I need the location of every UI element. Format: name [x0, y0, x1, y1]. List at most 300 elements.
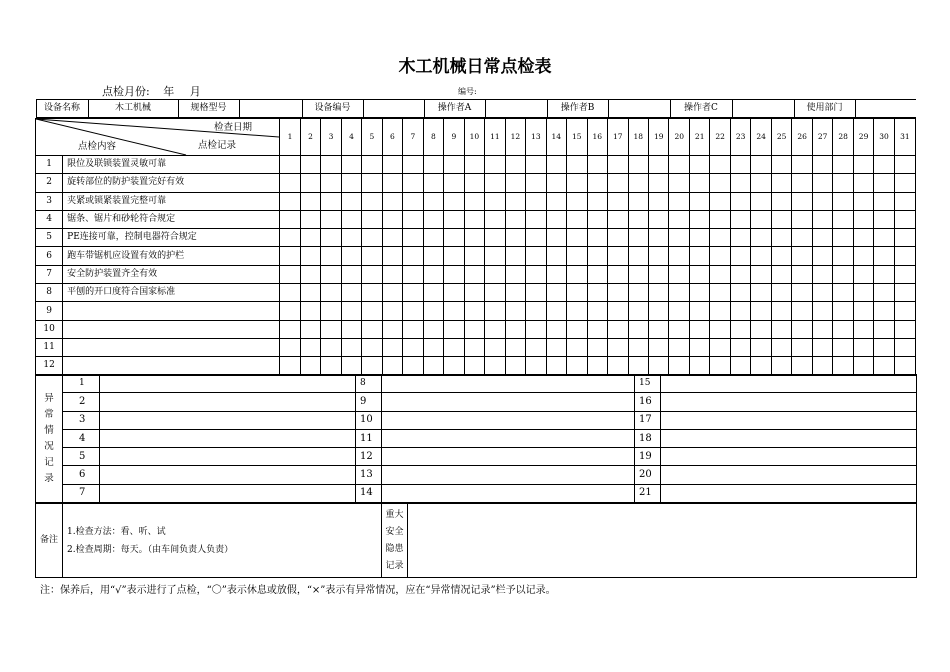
check-cell[interactable] [669, 229, 689, 247]
check-cell[interactable] [812, 357, 832, 375]
check-cell[interactable] [853, 338, 873, 356]
check-cell[interactable] [403, 192, 423, 210]
abnormal-record-cell[interactable] [661, 375, 917, 393]
check-cell[interactable] [423, 174, 443, 192]
check-cell[interactable] [771, 174, 791, 192]
operator-a-value-cell[interactable] [485, 100, 547, 118]
check-cell[interactable] [628, 265, 648, 283]
check-cell[interactable] [341, 174, 361, 192]
check-cell[interactable] [853, 192, 873, 210]
check-cell[interactable] [567, 284, 587, 302]
check-cell[interactable] [669, 174, 689, 192]
check-cell[interactable] [485, 174, 505, 192]
abnormal-record-cell[interactable] [661, 466, 917, 484]
check-cell[interactable] [771, 320, 791, 338]
check-cell[interactable] [874, 320, 894, 338]
check-cell[interactable] [546, 192, 566, 210]
check-cell[interactable] [792, 320, 812, 338]
check-cell[interactable] [505, 229, 525, 247]
check-cell[interactable] [300, 174, 320, 192]
check-cell[interactable] [608, 210, 628, 228]
check-cell[interactable] [628, 247, 648, 265]
check-cell[interactable] [874, 284, 894, 302]
check-cell[interactable] [485, 210, 505, 228]
check-cell[interactable] [669, 302, 689, 320]
check-cell[interactable] [751, 320, 771, 338]
check-cell[interactable] [628, 192, 648, 210]
check-cell[interactable] [751, 265, 771, 283]
check-cell[interactable] [894, 174, 915, 192]
check-cell[interactable] [280, 338, 300, 356]
check-cell[interactable] [341, 265, 361, 283]
check-cell[interactable] [648, 192, 668, 210]
check-cell[interactable] [403, 338, 423, 356]
check-cell[interactable] [526, 357, 546, 375]
check-cell[interactable] [689, 229, 709, 247]
check-cell[interactable] [833, 229, 853, 247]
check-cell[interactable] [300, 302, 320, 320]
check-cell[interactable] [587, 247, 607, 265]
check-cell[interactable] [833, 284, 853, 302]
check-cell[interactable] [280, 284, 300, 302]
check-cell[interactable] [362, 174, 382, 192]
check-cell[interactable] [689, 247, 709, 265]
check-cell[interactable] [730, 320, 750, 338]
check-cell[interactable] [833, 210, 853, 228]
check-cell[interactable] [321, 338, 341, 356]
check-cell[interactable] [505, 357, 525, 375]
check-cell[interactable] [464, 338, 484, 356]
check-cell[interactable] [771, 338, 791, 356]
check-cell[interactable] [280, 320, 300, 338]
check-cell[interactable] [382, 265, 402, 283]
check-cell[interactable] [526, 156, 546, 174]
check-cell[interactable] [628, 156, 648, 174]
check-cell[interactable] [751, 284, 771, 302]
check-cell[interactable] [771, 357, 791, 375]
check-cell[interactable] [423, 284, 443, 302]
check-cell[interactable] [730, 357, 750, 375]
check-cell[interactable] [423, 192, 443, 210]
abnormal-record-cell[interactable] [382, 393, 635, 411]
check-cell[interactable] [608, 338, 628, 356]
check-cell[interactable] [280, 156, 300, 174]
check-cell[interactable] [505, 320, 525, 338]
check-cell[interactable] [628, 174, 648, 192]
check-cell[interactable] [751, 156, 771, 174]
check-cell[interactable] [423, 357, 443, 375]
check-cell[interactable] [648, 156, 668, 174]
check-cell[interactable] [792, 156, 812, 174]
check-cell[interactable] [648, 229, 668, 247]
check-cell[interactable] [751, 357, 771, 375]
check-cell[interactable] [894, 284, 915, 302]
check-cell[interactable] [874, 357, 894, 375]
abnormal-record-cell[interactable] [661, 484, 917, 502]
check-cell[interactable] [280, 229, 300, 247]
check-cell[interactable] [853, 174, 873, 192]
check-cell[interactable] [730, 210, 750, 228]
abnormal-record-cell[interactable] [100, 466, 356, 484]
check-cell[interactable] [874, 192, 894, 210]
check-cell[interactable] [505, 302, 525, 320]
operator-c-value-cell[interactable] [732, 100, 794, 118]
check-cell[interactable] [751, 338, 771, 356]
check-cell[interactable] [874, 174, 894, 192]
check-cell[interactable] [382, 156, 402, 174]
check-cell[interactable] [485, 357, 505, 375]
abnormal-record-cell[interactable] [100, 429, 356, 447]
check-cell[interactable] [853, 284, 873, 302]
check-cell[interactable] [648, 247, 668, 265]
check-cell[interactable] [444, 247, 464, 265]
check-cell[interactable] [628, 357, 648, 375]
abnormal-record-cell[interactable] [382, 448, 635, 466]
check-cell[interactable] [792, 284, 812, 302]
check-cell[interactable] [628, 229, 648, 247]
check-cell[interactable] [341, 247, 361, 265]
check-cell[interactable] [608, 302, 628, 320]
abnormal-record-cell[interactable] [100, 448, 356, 466]
check-cell[interactable] [710, 265, 730, 283]
check-cell[interactable] [280, 265, 300, 283]
check-cell[interactable] [505, 174, 525, 192]
check-cell[interactable] [689, 156, 709, 174]
check-cell[interactable] [341, 357, 361, 375]
check-cell[interactable] [444, 357, 464, 375]
check-cell[interactable] [300, 229, 320, 247]
check-cell[interactable] [710, 357, 730, 375]
check-cell[interactable] [546, 210, 566, 228]
check-cell[interactable] [485, 338, 505, 356]
check-cell[interactable] [567, 192, 587, 210]
check-cell[interactable] [833, 192, 853, 210]
check-cell[interactable] [648, 284, 668, 302]
check-cell[interactable] [730, 192, 750, 210]
check-cell[interactable] [362, 357, 382, 375]
check-cell[interactable] [894, 265, 915, 283]
check-cell[interactable] [403, 284, 423, 302]
check-cell[interactable] [403, 156, 423, 174]
operator-b-value-cell[interactable] [608, 100, 670, 118]
check-cell[interactable] [567, 247, 587, 265]
check-cell[interactable] [894, 357, 915, 375]
model-value-cell[interactable] [239, 100, 302, 118]
check-cell[interactable] [464, 265, 484, 283]
check-cell[interactable] [362, 229, 382, 247]
check-cell[interactable] [751, 192, 771, 210]
check-cell[interactable] [546, 247, 566, 265]
check-cell[interactable] [730, 156, 750, 174]
check-cell[interactable] [546, 338, 566, 356]
device-no-value-cell[interactable] [363, 100, 424, 118]
check-cell[interactable] [341, 229, 361, 247]
abnormal-record-cell[interactable] [382, 411, 635, 429]
check-cell[interactable] [689, 302, 709, 320]
check-cell[interactable] [300, 357, 320, 375]
check-cell[interactable] [608, 247, 628, 265]
check-cell[interactable] [874, 229, 894, 247]
check-cell[interactable] [710, 229, 730, 247]
check-cell[interactable] [730, 302, 750, 320]
abnormal-record-cell[interactable] [661, 393, 917, 411]
check-cell[interactable] [546, 156, 566, 174]
check-cell[interactable] [648, 302, 668, 320]
check-cell[interactable] [300, 156, 320, 174]
check-cell[interactable] [792, 210, 812, 228]
check-cell[interactable] [628, 284, 648, 302]
check-cell[interactable] [689, 357, 709, 375]
check-cell[interactable] [464, 156, 484, 174]
check-cell[interactable] [362, 247, 382, 265]
check-cell[interactable] [730, 338, 750, 356]
check-cell[interactable] [505, 265, 525, 283]
check-cell[interactable] [608, 192, 628, 210]
abnormal-record-cell[interactable] [100, 393, 356, 411]
check-cell[interactable] [833, 265, 853, 283]
check-cell[interactable] [567, 156, 587, 174]
check-cell[interactable] [423, 338, 443, 356]
check-cell[interactable] [526, 265, 546, 283]
check-cell[interactable] [894, 229, 915, 247]
check-cell[interactable] [567, 338, 587, 356]
check-cell[interactable] [812, 338, 832, 356]
check-cell[interactable] [423, 302, 443, 320]
check-cell[interactable] [300, 284, 320, 302]
check-cell[interactable] [833, 357, 853, 375]
check-cell[interactable] [648, 320, 668, 338]
check-cell[interactable] [362, 320, 382, 338]
check-cell[interactable] [546, 265, 566, 283]
check-cell[interactable] [382, 247, 402, 265]
check-cell[interactable] [485, 156, 505, 174]
check-cell[interactable] [444, 338, 464, 356]
check-cell[interactable] [321, 357, 341, 375]
check-cell[interactable] [628, 210, 648, 228]
check-cell[interactable] [710, 302, 730, 320]
check-cell[interactable] [689, 284, 709, 302]
check-cell[interactable] [792, 174, 812, 192]
abnormal-record-cell[interactable] [100, 375, 356, 393]
check-cell[interactable] [894, 302, 915, 320]
check-cell[interactable] [771, 302, 791, 320]
check-cell[interactable] [751, 247, 771, 265]
check-cell[interactable] [648, 338, 668, 356]
check-cell[interactable] [485, 247, 505, 265]
check-cell[interactable] [423, 265, 443, 283]
check-cell[interactable] [894, 210, 915, 228]
check-cell[interactable] [689, 320, 709, 338]
check-cell[interactable] [567, 210, 587, 228]
check-cell[interactable] [341, 284, 361, 302]
check-cell[interactable] [526, 302, 546, 320]
check-cell[interactable] [771, 229, 791, 247]
check-cell[interactable] [628, 320, 648, 338]
check-cell[interactable] [321, 192, 341, 210]
check-cell[interactable] [444, 156, 464, 174]
check-cell[interactable] [689, 210, 709, 228]
check-cell[interactable] [874, 265, 894, 283]
check-cell[interactable] [833, 247, 853, 265]
check-cell[interactable] [505, 210, 525, 228]
check-cell[interactable] [669, 284, 689, 302]
check-cell[interactable] [628, 338, 648, 356]
abnormal-record-cell[interactable] [661, 448, 917, 466]
check-cell[interactable] [771, 284, 791, 302]
check-cell[interactable] [648, 174, 668, 192]
check-cell[interactable] [812, 210, 832, 228]
check-cell[interactable] [648, 210, 668, 228]
check-cell[interactable] [812, 265, 832, 283]
check-cell[interactable] [771, 156, 791, 174]
check-cell[interactable] [321, 247, 341, 265]
check-cell[interactable] [751, 302, 771, 320]
check-cell[interactable] [382, 210, 402, 228]
check-cell[interactable] [362, 284, 382, 302]
check-cell[interactable] [485, 229, 505, 247]
check-cell[interactable] [526, 284, 546, 302]
check-cell[interactable] [648, 265, 668, 283]
check-cell[interactable] [812, 192, 832, 210]
check-cell[interactable] [669, 320, 689, 338]
check-cell[interactable] [894, 320, 915, 338]
check-cell[interactable] [485, 320, 505, 338]
check-cell[interactable] [792, 247, 812, 265]
check-cell[interactable] [382, 320, 402, 338]
check-cell[interactable] [362, 265, 382, 283]
check-cell[interactable] [608, 229, 628, 247]
check-cell[interactable] [710, 247, 730, 265]
check-cell[interactable] [894, 192, 915, 210]
check-cell[interactable] [505, 338, 525, 356]
check-cell[interactable] [444, 192, 464, 210]
check-cell[interactable] [444, 320, 464, 338]
check-cell[interactable] [587, 265, 607, 283]
check-cell[interactable] [300, 210, 320, 228]
check-cell[interactable] [485, 265, 505, 283]
check-cell[interactable] [444, 210, 464, 228]
check-cell[interactable] [280, 247, 300, 265]
check-cell[interactable] [833, 174, 853, 192]
check-cell[interactable] [403, 174, 423, 192]
check-cell[interactable] [587, 338, 607, 356]
check-cell[interactable] [587, 174, 607, 192]
check-cell[interactable] [321, 284, 341, 302]
check-cell[interactable] [546, 284, 566, 302]
check-cell[interactable] [587, 229, 607, 247]
hazard-record-cell[interactable] [408, 504, 917, 578]
check-cell[interactable] [792, 229, 812, 247]
check-cell[interactable] [669, 210, 689, 228]
check-cell[interactable] [464, 174, 484, 192]
check-cell[interactable] [833, 302, 853, 320]
check-cell[interactable] [341, 338, 361, 356]
check-cell[interactable] [587, 302, 607, 320]
check-cell[interactable] [812, 320, 832, 338]
check-cell[interactable] [812, 229, 832, 247]
check-cell[interactable] [403, 229, 423, 247]
abnormal-record-cell[interactable] [382, 429, 635, 447]
check-cell[interactable] [771, 265, 791, 283]
check-cell[interactable] [792, 302, 812, 320]
check-cell[interactable] [710, 210, 730, 228]
check-cell[interactable] [751, 210, 771, 228]
check-cell[interactable] [710, 284, 730, 302]
check-cell[interactable] [669, 265, 689, 283]
check-cell[interactable] [382, 338, 402, 356]
check-cell[interactable] [300, 338, 320, 356]
abnormal-record-cell[interactable] [661, 429, 917, 447]
abnormal-record-cell[interactable] [382, 466, 635, 484]
check-cell[interactable] [362, 210, 382, 228]
check-cell[interactable] [710, 192, 730, 210]
check-cell[interactable] [567, 357, 587, 375]
check-cell[interactable] [710, 156, 730, 174]
check-cell[interactable] [526, 247, 546, 265]
check-cell[interactable] [444, 284, 464, 302]
check-cell[interactable] [812, 156, 832, 174]
check-cell[interactable] [403, 210, 423, 228]
check-cell[interactable] [669, 156, 689, 174]
check-cell[interactable] [771, 247, 791, 265]
check-cell[interactable] [792, 338, 812, 356]
check-cell[interactable] [464, 210, 484, 228]
check-cell[interactable] [403, 265, 423, 283]
check-cell[interactable] [689, 192, 709, 210]
check-cell[interactable] [526, 174, 546, 192]
check-cell[interactable] [464, 192, 484, 210]
check-cell[interactable] [710, 338, 730, 356]
check-cell[interactable] [505, 284, 525, 302]
check-cell[interactable] [874, 210, 894, 228]
check-cell[interactable] [505, 247, 525, 265]
check-cell[interactable] [505, 192, 525, 210]
check-cell[interactable] [853, 320, 873, 338]
check-cell[interactable] [423, 247, 443, 265]
check-cell[interactable] [341, 302, 361, 320]
check-cell[interactable] [567, 302, 587, 320]
check-cell[interactable] [751, 229, 771, 247]
check-cell[interactable] [505, 156, 525, 174]
check-cell[interactable] [485, 192, 505, 210]
check-cell[interactable] [546, 320, 566, 338]
check-cell[interactable] [710, 320, 730, 338]
check-cell[interactable] [403, 247, 423, 265]
check-cell[interactable] [464, 320, 484, 338]
check-cell[interactable] [423, 320, 443, 338]
check-cell[interactable] [853, 210, 873, 228]
check-cell[interactable] [382, 357, 402, 375]
check-cell[interactable] [321, 320, 341, 338]
check-cell[interactable] [689, 265, 709, 283]
check-cell[interactable] [464, 357, 484, 375]
check-cell[interactable] [485, 284, 505, 302]
check-cell[interactable] [526, 192, 546, 210]
check-cell[interactable] [341, 156, 361, 174]
check-cell[interactable] [382, 284, 402, 302]
dept-value-cell[interactable] [855, 100, 916, 118]
check-cell[interactable] [730, 284, 750, 302]
check-cell[interactable] [710, 174, 730, 192]
check-cell[interactable] [546, 229, 566, 247]
check-cell[interactable] [812, 174, 832, 192]
check-cell[interactable] [587, 156, 607, 174]
check-cell[interactable] [567, 265, 587, 283]
check-cell[interactable] [382, 302, 402, 320]
check-cell[interactable] [608, 320, 628, 338]
check-cell[interactable] [444, 229, 464, 247]
check-cell[interactable] [894, 156, 915, 174]
